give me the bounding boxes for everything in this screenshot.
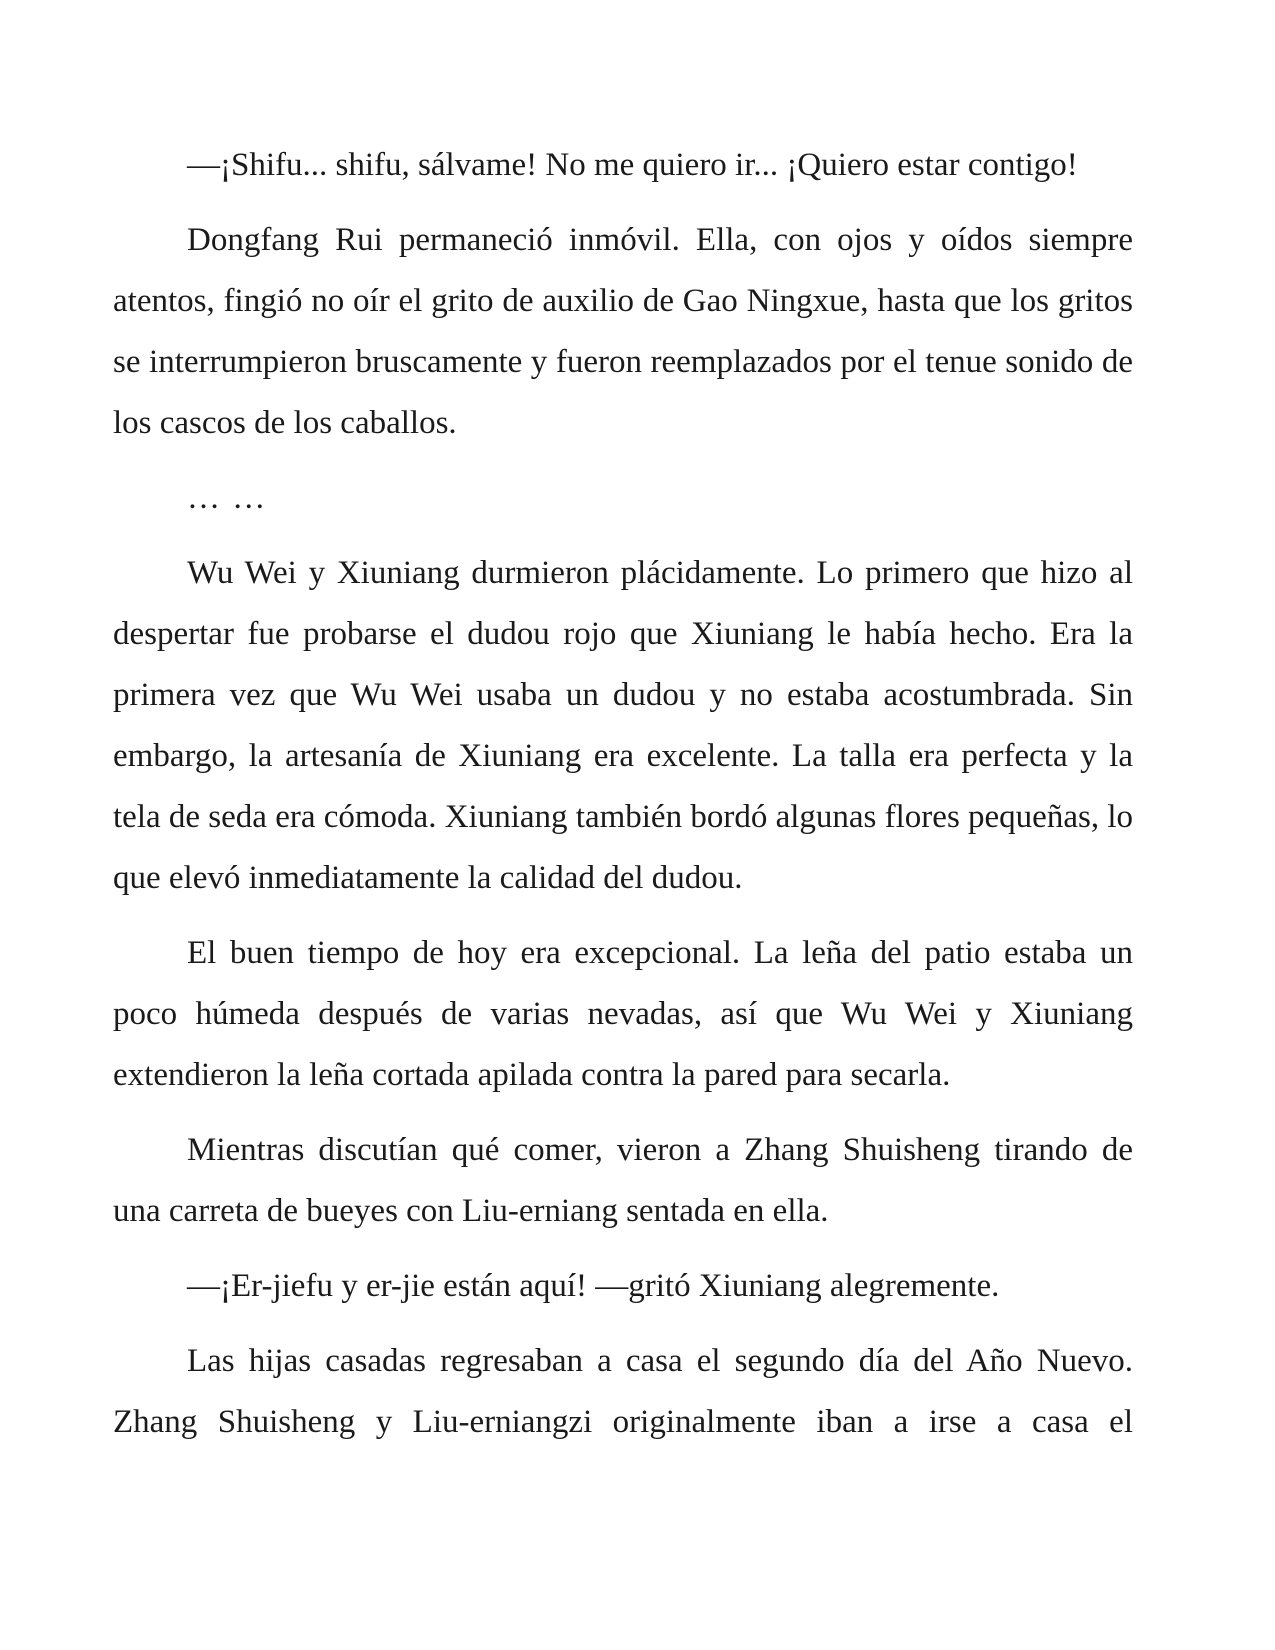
body-paragraph: Dongfang Rui permaneció inmóvil. Ella, con ojos y oídos siempre atentos, fingió no oír el grito de auxilio de Gao Ningxue, hasta que los gritos se interrumpieron bruscamente y fueron reemplazados por el tenue sonido de los cascos de los caballos.	[113, 222, 1133, 441]
dialogue-paragraph: —¡Shifu... shifu, sálvame! No me quiero ir... ¡Quiero estar contigo!	[187, 147, 1078, 183]
body-paragraph: Las hijas casadas regresaban a casa el segundo día del Año Nuevo. Zhang Shuisheng y Liu-erniangzi originalmente iban a irse a casa el	[113, 1343, 1133, 1440]
body-paragraph: Mientras discutían qué comer, vieron a Zhang Shuisheng tirando de una carreta de bueyes con Liu-erniang sentada en ella.	[113, 1132, 1133, 1229]
scene-break: … …	[187, 480, 268, 516]
dialogue-paragraph: —¡Er-jiefu y er-jie están aquí! —gritó Xiuniang alegremente.	[187, 1268, 1000, 1304]
body-paragraph: El buen tiempo de hoy era excepcional. La leña del patio estaba un poco húmeda después de varias nevadas, así que Wu Wei y Xiuniang extendieron la leña cortada apilada contra la pared para secarla.	[113, 935, 1133, 1093]
document-page	[113, 135, 1133, 1467]
body-paragraph: Wu Wei y Xiuniang durmieron plácidamente. Lo primero que hizo al despertar fue probarse el dudou rojo que Xiuniang le había hecho. Era la primera vez que Wu Wei usaba un dudou y no estaba acostumbrada. Sin embargo, la artesanía de Xiuniang era excelente. La talla era perfecta y la tela de seda era cómoda. Xiuniang también bordó algunas flores pequeñas, lo que elevó inmediatamente la calidad del dudou.	[113, 555, 1133, 896]
